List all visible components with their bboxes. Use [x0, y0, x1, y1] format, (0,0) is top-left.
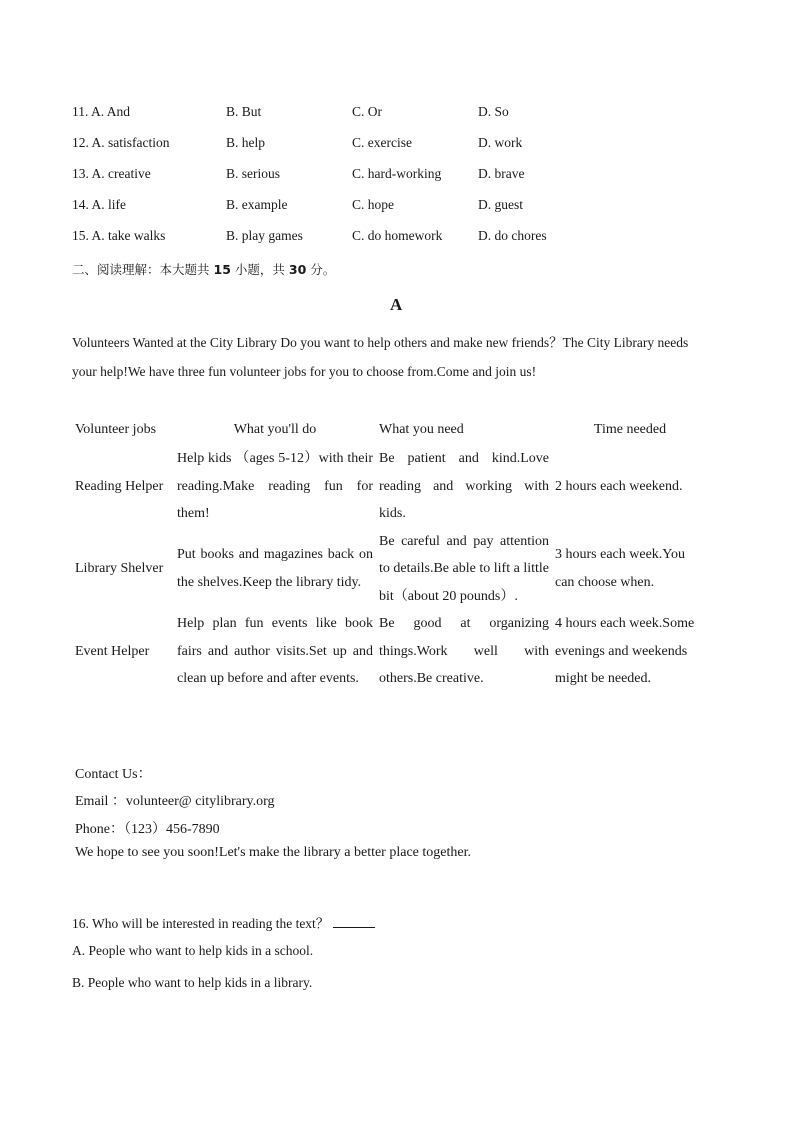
- job-requirements: Be patient and kind.Love reading and working with kids.: [379, 451, 549, 521]
- option-b: B. help: [226, 135, 265, 150]
- option-b: B. example: [226, 197, 288, 212]
- mcq-row: [72, 166, 772, 186]
- mcq-row: [72, 104, 772, 124]
- closing-line: We hope to see you soon!Let's make the library a better place together.: [75, 845, 471, 860]
- option-a: 14. A. life: [72, 197, 126, 212]
- table-row: [72, 445, 708, 528]
- answer-blank: [333, 915, 375, 928]
- header-jobs: Volunteer jobs: [75, 422, 157, 438]
- mcq-row: [72, 135, 772, 155]
- option-a: 15. A. take walks: [72, 228, 166, 243]
- job-duties: Help kids （ages 5-12）with their reading.Make reading fun for them!: [177, 451, 373, 521]
- header-what-you-do: What you'll do: [233, 422, 317, 438]
- option-a: 13. A. creative: [72, 166, 151, 181]
- job-duties: Help plan fun events like book fairs and author visits.Set up and clean up before and after events.: [177, 616, 373, 686]
- section-title-suffix: 分。: [310, 262, 336, 277]
- job-duties: Put books and magazines back on the shelves.Keep the library tidy.: [177, 547, 373, 590]
- job-name: Event Helper: [75, 643, 150, 659]
- option-c: C. exercise: [352, 135, 412, 150]
- question-option-a: A. People who want to help kids in a school.: [72, 943, 314, 958]
- option-b: B. play games: [226, 228, 303, 243]
- question-text: 16. Who will be interested in reading the text？: [72, 916, 330, 931]
- option-b: B. But: [226, 104, 262, 119]
- option-c: C. hope: [352, 197, 394, 212]
- job-requirements: Be careful and pay attention to details.Be able to lift a little bit（about 20 pounds）.: [379, 533, 549, 604]
- passage-intro-line: your help!We have three fun volunteer jobs for you to choose from.Come and join us!: [72, 364, 537, 379]
- job-name: Reading Helper: [75, 478, 164, 494]
- option-d: D. do chores: [478, 228, 547, 243]
- option-c: C. do homework: [352, 228, 443, 243]
- table-row: [72, 528, 708, 611]
- table-header-row: [72, 415, 708, 445]
- header-what-you-need: What you need: [379, 422, 464, 438]
- option-a: 11. A. And: [72, 104, 131, 119]
- table-row: [72, 610, 708, 693]
- section-heading: [72, 260, 335, 278]
- job-requirements: Be good at organizing things.Work well with others.Be creative.: [379, 616, 549, 686]
- option-a: 12. A. satisfaction: [72, 135, 170, 150]
- job-time: 2 hours each weekend.: [555, 478, 683, 494]
- option-d: D. So: [478, 104, 509, 119]
- passage-letter: A: [390, 295, 403, 314]
- section-title-prefix: 二、阅读理解：本大题共: [72, 262, 210, 277]
- option-d: D. work: [478, 135, 523, 150]
- passage-intro-line: Volunteers Wanted at the City Library Do you want to help others and make new friends？The City Library needs: [72, 335, 689, 350]
- mcq-row: [72, 197, 772, 217]
- header-time-needed: Time needed: [593, 422, 667, 438]
- question-option-b: B. People who want to help kids in a library.: [72, 975, 313, 990]
- job-time: 4 hours each week.Some evenings and weekends might be needed.: [555, 616, 695, 686]
- option-c: C. Or: [352, 104, 382, 119]
- job-name: Library Shelver: [75, 561, 164, 576]
- question-stem: [72, 912, 375, 932]
- section-question-count: 15: [213, 262, 231, 277]
- option-b: B. serious: [226, 166, 280, 181]
- section-points: 30: [288, 262, 307, 277]
- contact-email: Email ：volunteer@ citylibrary.org: [75, 794, 275, 809]
- contact-phone: Phone：（123）456-7890: [75, 822, 220, 837]
- option-d: D. brave: [478, 166, 525, 181]
- mcq-row: [72, 228, 772, 248]
- job-time: 3 hours each week.You can choose when.: [555, 547, 685, 590]
- option-d: D. guest: [478, 197, 523, 212]
- option-c: C. hard-working: [352, 166, 442, 181]
- section-title-mid: 小题，共: [234, 262, 285, 277]
- volunteer-jobs-table: [72, 415, 708, 693]
- contact-heading: Contact Us：: [75, 767, 152, 782]
